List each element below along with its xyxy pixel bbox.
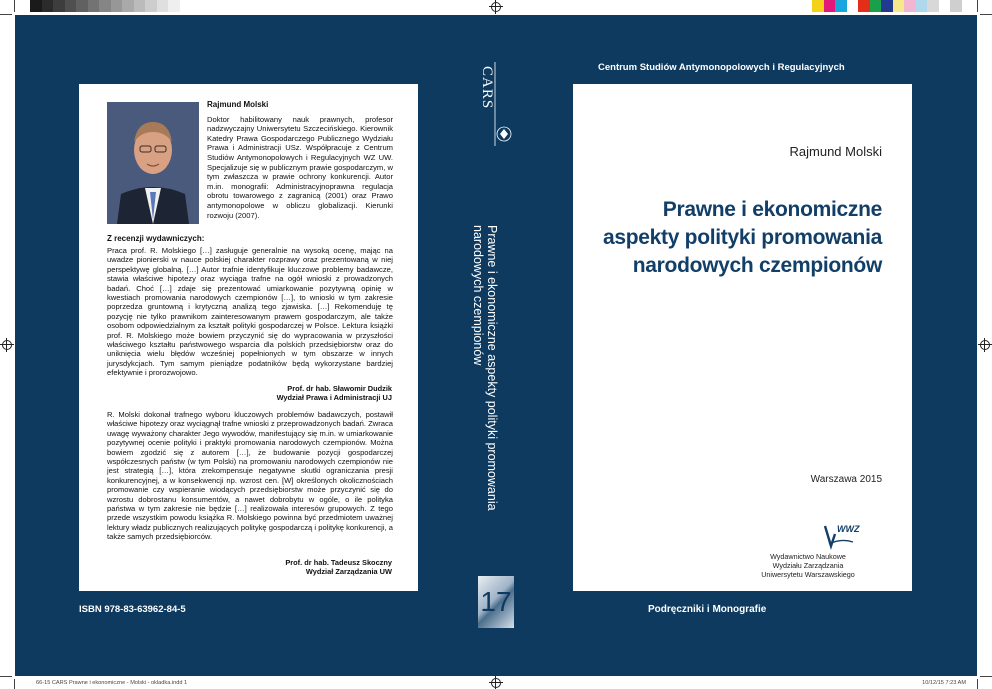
crop-mark bbox=[980, 14, 992, 15]
reviews-heading: Z recenzji wydawniczych: bbox=[107, 234, 205, 243]
crop-mark bbox=[0, 676, 12, 677]
publisher-line-3: Uniwersytetu Warszawskiego bbox=[761, 570, 855, 579]
back-cover-panel bbox=[79, 84, 418, 591]
color-swatch bbox=[168, 0, 180, 12]
review-1-author: Prof. dr hab. Sławomir Dudzik bbox=[287, 384, 392, 393]
color-swatch bbox=[881, 0, 893, 12]
spine-title-line-1: Prawne i ekonomiczne aspekty polityki promowania bbox=[485, 225, 499, 511]
wwz-logo bbox=[823, 520, 863, 550]
publisher-line-1: Wydawnictwo Naukowe bbox=[770, 552, 846, 561]
file-slug: 66-15 CARS Prawne i ekonomiczne - Molski - okladka.indd 1 bbox=[36, 680, 188, 686]
color-swatch bbox=[847, 0, 859, 12]
color-swatch bbox=[904, 0, 916, 12]
front-author: Rajmund Molski bbox=[789, 144, 882, 159]
color-swatch bbox=[145, 0, 157, 12]
color-swatch bbox=[870, 0, 882, 12]
book-title bbox=[603, 196, 882, 280]
wwz-logo-text: WWZ bbox=[837, 524, 860, 534]
review-2-affiliation: Wydział Zarządzania UW bbox=[305, 567, 392, 576]
book-title-line-2: aspekty polityki promowania bbox=[603, 226, 882, 249]
gray-swatch-bar bbox=[30, 0, 180, 12]
color-swatch bbox=[65, 0, 77, 12]
author-photo bbox=[107, 102, 199, 224]
review-1-signature bbox=[277, 384, 392, 402]
publisher bbox=[748, 552, 868, 579]
color-swatch-bar bbox=[812, 0, 962, 12]
review-1: Praca prof. R. Molskiego […] zasługuje generalnie na wysoką ocenę, mając na uwadze pionierski w nauce polskiej charakter rozprawy oraz prezentowaną w niej perspektywę globalną. […] Autor trafnie identyfikuje kluczowe problemy badawcze, stawia właściwe hipotezy oraz wyciąga trafne na ogół wnioski z prowadzonych badań. Choć […] zdaje się prezentować umiarkowanie pozytywną opinię w kwestiach promowania narodowych czempionów […], to wnioski w tym zakresie poprzedza gruntowną i krytyczną analizą tego zjawiska. […] Rekomenduję tę pozycję nie tylko prawnikom zainteresowanym prawem gospodarczym, ale także osobom odpowiedzialnym za kształt polityki gospodarczej w Polsce. Lektura książki prof. R. Molskiego może bowiem przyczynić się do wypracowania w przyszłości właściwego kształtu państwowego wsparcia dla polskich przedsiębiorstw oraz do uniknięcia wielu błędów wcześniej popełnionych w tym obszarze w innych jurysdykcjach. Tym samym pieniądze podatników będą wykorzystane bardziej efektywnie i prorozwojowo. bbox=[107, 246, 393, 378]
book-title-line-1: Prawne i ekonomiczne bbox=[662, 198, 882, 221]
spine-title bbox=[459, 225, 499, 511]
color-swatch bbox=[950, 0, 962, 12]
color-swatch bbox=[916, 0, 928, 12]
book-title-line-3: narodowych czempionów bbox=[632, 254, 882, 277]
color-swatch bbox=[99, 0, 111, 12]
author-bio bbox=[207, 100, 393, 220]
place-year: Warszawa 2015 bbox=[810, 474, 882, 485]
color-swatch bbox=[812, 0, 824, 12]
review-2: R. Molski dokonał trafnego wyboru kluczowych problemów badawczych, postawił właściwe hipotezy oraz wyciągnął trafne wnioski z przeprowadzonych badań. Zwraca uwagę wyważony charakter Jego wywodów, manifestujący się m.in. w umiarkowanie pozytywnej ocenie polityki i praktyki promowania narodowych czempionów. Można bowiem zgodzić się z autorem […], że budowanie pozycji gospodarczej współczesnych państw (w tym Polski) na promowaniu narodowych czempionów nie jest strategią […], która zrekompensuje negatywne skutki ograniczania presji konkurencyjnej, a w konsekwencji np. wzrost cen. [W] określonych okolicznościach promowanie czy wspieranie wiodących przedsiębiorstw może przyczynić się do wzrostu dobrostanu konsumentów, a nawet dobrobytu w ogóle, o ile polityka państwa w tym zakresie nie będzie […] realizowała interesów grupowych. Z tego przede wszystkim powodu książka R. Molskiego powinna być przedmiotem uważnej lektury władz publicznych realizujących politykę gospodarczą i politykę konkurencji, a także samych przedsiębiorców. bbox=[107, 410, 393, 542]
crop-mark bbox=[0, 14, 12, 15]
color-swatch bbox=[134, 0, 146, 12]
crop-mark bbox=[977, 0, 978, 12]
color-swatch bbox=[157, 0, 169, 12]
color-swatch bbox=[42, 0, 54, 12]
color-swatch bbox=[76, 0, 88, 12]
isbn: ISBN 978-83-63962-84-5 bbox=[79, 604, 186, 615]
author-name: Rajmund Molski bbox=[207, 100, 269, 109]
color-swatch bbox=[88, 0, 100, 12]
color-swatch bbox=[122, 0, 134, 12]
registration-mark-bottom bbox=[489, 676, 503, 689]
color-swatch bbox=[53, 0, 65, 12]
spine-title-line-2: narodowych czempionów bbox=[471, 225, 485, 366]
color-swatch bbox=[927, 0, 939, 12]
review-1-affiliation: Wydział Prawa i Administracji UJ bbox=[276, 393, 392, 402]
color-swatch bbox=[939, 0, 951, 12]
front-cover-panel bbox=[573, 84, 912, 591]
crop-mark bbox=[14, 679, 15, 689]
color-swatch bbox=[858, 0, 870, 12]
registration-mark-left bbox=[0, 338, 14, 352]
publisher-line-2: Wydziału Zarządzania bbox=[772, 561, 844, 570]
front-header: Centrum Studiów Antymonopolowych i Regulacyjnych bbox=[598, 62, 845, 73]
crop-mark bbox=[980, 676, 992, 677]
series-name: Podręczniki i Monografie bbox=[648, 604, 767, 615]
volume-number: 17 bbox=[478, 576, 514, 628]
author-bio-text: Doktor habilitowany nauk prawnych, profesor nadzwyczajny Uniwersytetu Szczecińskiego. Kierownik Katedry Prawa Gospodarczego Publicznego Wydziału Prawa i Administracji USz. Współpracuje z Centrum Studiów Antymonopolowych i Regulacyjnych WZ UW. Specjalizuje się w publicznym prawie gospodarczym, w tym zwłaszcza w prawie ochrony konkurencji. Autor m.in. monografii: Administracyjnoprawna regulacja obrotu towarowego z zagranicą (2001) oraz Prawo antymonopolowe w obliczu globalizacji. Kierunki rozwoju (2007). bbox=[207, 114, 393, 220]
color-swatch bbox=[835, 0, 847, 12]
color-swatch bbox=[824, 0, 836, 12]
color-swatch bbox=[30, 0, 42, 12]
cars-logo bbox=[479, 60, 515, 148]
review-2-signature bbox=[285, 558, 392, 576]
review-2-author: Prof. dr hab. Tadeusz Skoczny bbox=[285, 558, 392, 567]
cars-logo-text: CARS bbox=[479, 66, 495, 110]
crop-mark bbox=[14, 0, 15, 12]
timestamp-slug: 10/12/15 7:23 AM bbox=[922, 680, 966, 686]
crop-mark bbox=[977, 679, 978, 689]
registration-mark-right bbox=[978, 338, 992, 352]
color-swatch bbox=[893, 0, 905, 12]
registration-mark-top bbox=[489, 0, 503, 14]
color-swatch bbox=[111, 0, 123, 12]
